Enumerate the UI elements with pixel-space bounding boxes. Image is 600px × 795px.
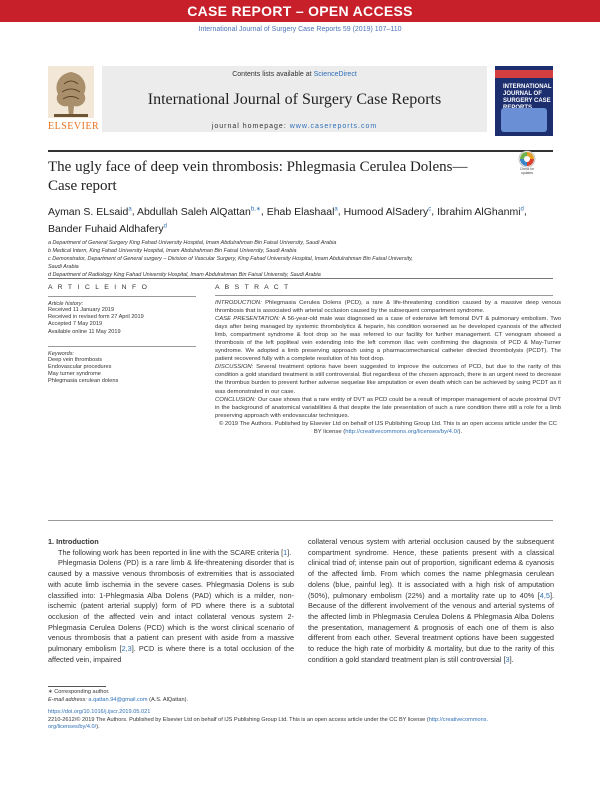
check-for-updates-badge[interactable] xyxy=(516,150,538,176)
email-link[interactable]: a.qattan.94@gmail.com xyxy=(88,696,148,703)
journal-masthead xyxy=(48,66,553,148)
doi-link[interactable]: https://doi.org/10.1016/j.ijscr.2019.05.021 xyxy=(48,709,151,716)
keyword: Phlegmasia cerulean dolens xyxy=(48,378,119,385)
masthead-rule xyxy=(48,150,553,152)
article-info-rule xyxy=(48,296,196,297)
author: Ayman S. ELsaid$^a$ xyxy=(48,205,132,218)
abstract-case: CASE PRESENTATION: A 56-year-old male was diagnosed as a case of extensive left femoral DVT & pulmonary embolism. Two days after being managed by systemic thrombolytics & heparin, his condition worsened as he developed cyanosis of the affected limb, compartment syndrome & foot drop so he was referred to our facility for further management. CT venogram showed a thrombosis of the left popliteal vein extending into the left common iliac vein confirming the diagnosis of PCD & May-Turner syndrome. We adopted a limb preserving approach using a pharmacomechanical catheter directed thrombolysis (PCDT). The patient recovered fully with a complete resolution of his foot drop. xyxy=(215,316,562,363)
section-heading: 1. Introduction xyxy=(48,537,99,546)
footer-license-link[interactable]: org/licenses/by/4.0/ xyxy=(48,724,97,731)
elsevier-wordmark: ELSEVIER xyxy=(48,121,100,132)
keywords xyxy=(48,346,196,386)
author-list: Ayman S. ELsaid$^a$, Abdullah Saleh AlQattan$^{b,∗}$, Ehab Elashaal$^a$, Humood AlSadery$^c$, Ibrahim AlGhanmi$^d$, Bander Fuhaid Aldhafery$^d$ xyxy=(48,205,527,235)
affiliation: d Department of Radiology King Fahad University Hospital, Imam Abdulrahman Bin Faisal University, Saudi Arabia xyxy=(48,271,321,278)
author: Humood AlSadery$^c$ xyxy=(343,205,432,218)
body-paragraph: Phlegmasia Dolens (PD) is a rare limb & life-threatening disorder that is caused by a massive venous thrombosis of extremities that is associated with acute limb ischemia in the severe cases. Phlegmasia Dolens is sub classified into: 1-Phlegmasia Alba Dolens (PAD) which is a milder, non-ischemic (patent arterial supply) form of PD where there is a subtotal occlusion of the affected vein and intact collateral venous system 2-Phlegmasia Cerulea Dolens (PCD) which is the worst clinical scenario of venous thrombosis that a patient can present with aside from a massive pulmonary embolism [2,3]. PCD is where there is a total occlusion of the affected vein, impaired xyxy=(48,558,295,664)
affiliations-rule xyxy=(48,278,553,279)
citation-ref[interactable]: 4,5 xyxy=(539,590,550,600)
keywords-label: Keywords: xyxy=(48,350,75,357)
history-received: Received 11 January 2019 xyxy=(48,307,115,313)
license-footer: 2210-2612/© 2019 The Authors. Published by Elsevier Ltd on behalf of IJS Publishing Group Ltd. This is an open access article under the CC BY license (http://creativecommons. org/licenses/by/4.0/). xyxy=(48,716,489,731)
email-line: E-mail address: a.qattan.94@gmail.com (A.S. AlQattan). xyxy=(48,696,189,703)
abstract-rule xyxy=(215,295,553,296)
abstract-heading: A B S T R A C T xyxy=(215,284,290,291)
elsevier-tree-icon xyxy=(48,66,94,122)
abstract-end-rule xyxy=(48,520,553,521)
author: Ibrahim AlGhanmi$^d$ xyxy=(437,205,524,218)
keyword: Endovascular procedures xyxy=(48,364,112,371)
contents-line xyxy=(102,71,487,78)
affiliation: a Department of General Surgery King Fahad University Hospital, Imam Abdulrahman Bin Faisal University, Saudi Arabia xyxy=(48,240,337,246)
corresponding-author: ∗ Corresponding author. xyxy=(48,689,110,695)
abstract-introduction: INTRODUCTION: Phlegmasia Cerulea Dolens (PCD), a rare & life-threatening condition caused by a massive deep venous thrombosis that is associated with arterial occlusion caused by the subsequent compartment syndrome. xyxy=(215,300,562,315)
journal-title: International Journal of Surgery Case Reports xyxy=(147,91,442,108)
journal-cover xyxy=(495,66,553,136)
keyword: May turner syndrome xyxy=(48,371,101,378)
check-updates-label: Check for updates xyxy=(519,167,535,175)
affiliation: b Medical Intern, King Fahad University Hospital, Imam Abdulrahman Bin Faisal University, Saudi Arabia xyxy=(48,247,297,254)
body-paragraph: collateral venous system with arterial occlusion caused by the subsequent compartment syndrome. Hence, these patients present with a classical clinical triad of; intense pain out of proportion, significant edema & cyanosis of the affected limb. From which comes the name phlegmasia cerulean dolens (blue, painful leg). It is associated with a high risk of amputation (50%), pulmonary embolism (22%) and a mortality rate up to 40% [4,5]. Because of the different involvement of the venous and arterial systems of the affected limb in Phlegmasia Cerulea Dolens & Phlegmasia Alba Dolens the presentation, management & prognosis of each one of them is also different from each other. Several treatment options have been suggested to reduce the high rate of morbidity & mortality, but due to the rarity of this condition a gold standard treatment plan is still controversial [3]. xyxy=(308,537,554,664)
author: Abdullah Saleh AlQattan$^{b,∗}$ xyxy=(136,205,261,218)
sciencedirect-link[interactable]: ScienceDirect xyxy=(313,71,357,78)
author: Ehab Elashaal$^a$ xyxy=(266,205,338,218)
citation-ref[interactable]: 3 xyxy=(505,654,510,664)
footer-license-link[interactable]: http://creativecommons. xyxy=(428,716,489,723)
body-column-left xyxy=(48,537,294,665)
body-paragraph: The following work has been reported in line with the SCARE criteria [1]. xyxy=(58,547,292,557)
abstract-body xyxy=(215,299,561,436)
keywords-rule xyxy=(48,346,196,347)
contents-prefix: Contents lists available at xyxy=(232,71,312,78)
homepage-prefix: journal homepage: xyxy=(211,123,287,130)
body-column-right xyxy=(308,537,554,665)
abstract-copyright: © 2019 The Authors. Published by Elsevier Ltd on behalf of IJS Publishing Group Ltd. This is an open access article under the CC BY license (http://creativecommons.org/licenses/by/4.0/). xyxy=(218,420,558,435)
license-link[interactable]: http://creativecommons.org/licenses/by/4.0/ xyxy=(345,428,459,435)
cover-stripe xyxy=(495,70,553,78)
abstract-discussion: DISCUSSION: Several treatment options have been suggested to improve the outcomes of PCD, but due to the rarity of this condition a gold standard treatment is still controversial. But regardless of the chosen approach, there is an urgent need to decrease the thrombus burden to prevent further adverse sequelae like amputation or even death which can be achieved by using PCDT as it was demonstrated in our case. xyxy=(215,364,561,395)
keyword: Deep vein thrombosis xyxy=(48,356,103,363)
footnotes xyxy=(48,689,553,732)
elsevier-logo xyxy=(48,66,100,132)
article-info-heading: A R T I C L E I N F O xyxy=(48,284,149,291)
affiliations xyxy=(48,240,553,280)
citation-ref[interactable]: 2,3 xyxy=(121,644,132,654)
history-revised: Received in revised form 27 April 2019 xyxy=(48,314,144,321)
citation-ref[interactable]: 1 xyxy=(283,547,288,557)
affiliation: c Demonstrator, Department of General surgery – Division of Vascular Surgery, King Fahad University Hospital, Imam Abdulrahman Bin Faisal University, xyxy=(48,255,413,262)
cover-image xyxy=(501,108,547,132)
journal-citation[interactable]: International Journal of Surgery Case Reports 59 (2019) 107–110 xyxy=(198,26,402,33)
abstract-conclusion: CONCLUSION: Our case shows that a rare entity of DVT as PCD could be a result of improper management of acute proximal DVT in the background of anatomical variabilities & that despite the late presentation of such a rare condition there still a role for a limb preserving approach with endovascular techniques. xyxy=(215,396,562,419)
footnote-rule xyxy=(48,686,106,687)
homepage-link[interactable]: www.casereports.com xyxy=(289,123,378,130)
journal-header-box xyxy=(102,66,487,132)
history-accepted: Accepted 7 May 2019 xyxy=(48,321,103,328)
history-online: Available online 11 May 2019 xyxy=(48,328,121,335)
author: Bander Fuhaid Aldhafery$^d$ xyxy=(48,223,167,235)
article-title: The ugly face of deep vein thrombosis: Phlegmasia Cerulea Dolens—Case report xyxy=(48,159,468,194)
case-report-banner: CASE REPORT – OPEN ACCESS xyxy=(0,0,600,22)
history-label: Article history: xyxy=(48,301,84,307)
affiliation: Saudi Arabia xyxy=(48,263,79,270)
cover-title: INTERNATIONAL JOURNAL OF SURGERY CASE xyxy=(503,84,552,104)
journal-homepage xyxy=(102,123,487,130)
article-info xyxy=(48,284,196,386)
